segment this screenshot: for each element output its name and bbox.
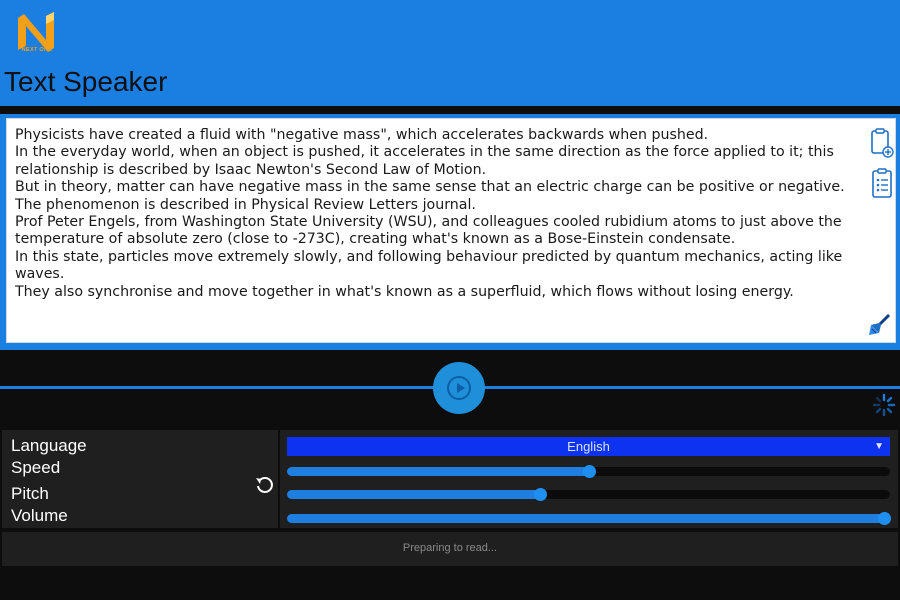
volume-slider[interactable] xyxy=(287,514,890,523)
app-title: Text Speaker xyxy=(4,66,168,97)
clipboard-paste-icon[interactable] xyxy=(869,127,895,159)
volume-label: Volume xyxy=(11,506,68,525)
pitch-label: Pitch xyxy=(11,484,49,503)
settings-labels-panel xyxy=(2,430,278,528)
speed-slider-thumb[interactable] xyxy=(583,465,596,478)
status-bar xyxy=(2,532,898,566)
editor-container xyxy=(0,114,900,350)
app-header xyxy=(0,0,900,106)
editor-line: But in theory, matter can have negative mass in the same sense that an electric charge can be positive or negative. xyxy=(15,179,845,196)
reset-icon[interactable] xyxy=(254,474,276,496)
language-select-value: English xyxy=(567,439,610,454)
spinner-icon xyxy=(871,392,897,418)
editor-line: In the everyday world, when an object is pushed, it accelerates in the same direction as the force applied to it; this relationship is described by Isaac Newton's Second Law of Motion. xyxy=(15,144,834,178)
logo-text: NEXT ONE xyxy=(21,47,53,53)
play-icon xyxy=(447,376,471,400)
speed-label: Speed xyxy=(11,458,61,477)
clipboard-list-icon[interactable] xyxy=(869,167,895,199)
volume-slider-fill xyxy=(287,514,890,523)
header-divider xyxy=(0,106,900,114)
status-text: Preparing to read... xyxy=(402,542,498,554)
pitch-slider-fill xyxy=(287,490,540,499)
chevron-down-icon: ▼ xyxy=(874,441,884,452)
volume-slider-thumb[interactable] xyxy=(878,512,891,525)
language-select[interactable] xyxy=(287,437,890,456)
play-button[interactable] xyxy=(433,362,485,414)
speed-slider-fill xyxy=(287,467,589,476)
editor-line: In this state, particles move extremely slowly, and following behaviour predicted by quantum mechanics, acting like waves. xyxy=(15,248,843,283)
editor-text[interactable] xyxy=(15,127,863,301)
editor-line: Prof Peter Engels, from Washington State University (WSU), and colleagues cooled rubidium atoms to just above the temperature of absolute zero (close to -273C), creating what's known as a Bose-Einstein condensate. xyxy=(15,214,842,248)
pitch-slider[interactable] xyxy=(287,490,890,499)
editor-line: The phenomenon is described in Physical Review Letters journal. xyxy=(15,196,476,213)
editor-line: They also synchronise and move together in what's known as a superfluid, which flows without losing energy. xyxy=(15,283,794,300)
text-editor[interactable] xyxy=(6,118,896,343)
speed-slider[interactable] xyxy=(287,467,890,476)
language-label: Language xyxy=(11,436,87,455)
broom-clear-icon[interactable] xyxy=(867,313,891,337)
editor-line: Physicists have created a fluid with "negative mass", which accelerates backwards when pushed. xyxy=(15,127,709,143)
